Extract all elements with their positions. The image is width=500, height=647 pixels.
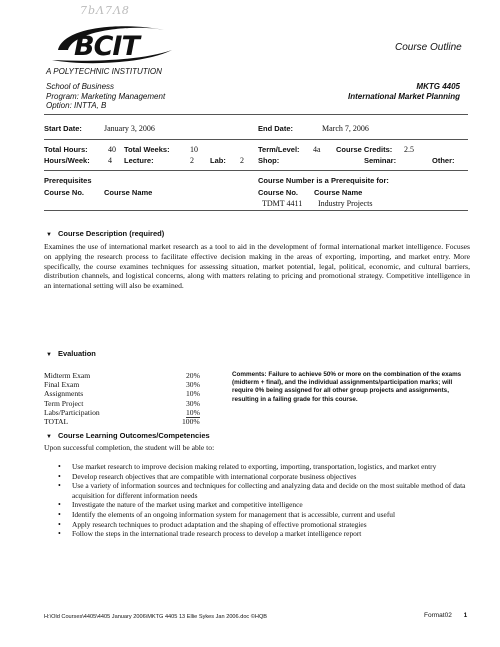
evaluation-weight: 20% — [186, 371, 200, 380]
hours-week-value: 4 — [108, 156, 112, 165]
evaluation-item: Final Exam — [44, 380, 80, 390]
list-item: • Investigate the nature of the market using market and competitive intelligence — [58, 500, 470, 510]
evaluation-row — [44, 408, 214, 417]
list-item: • Use a variety of information sources and techniques for collecting and analyzing data and decide on the most suitable method of data acquisition for different information needs — [58, 481, 470, 500]
course-identity — [348, 82, 460, 101]
footer-form: Format02 — [424, 612, 452, 619]
lab-value: 2 — [240, 156, 244, 165]
prereq-for-heading: Course Number is a Prerequisite for: — [258, 176, 389, 185]
divider — [44, 170, 468, 171]
end-date-label: End Date: — [258, 124, 294, 133]
start-date-label: Start Date: — [44, 124, 82, 133]
divider — [44, 210, 468, 211]
evaluation-row — [44, 380, 214, 389]
outcomes-heading — [46, 431, 210, 440]
document-type: Course Outline — [395, 42, 462, 53]
start-date-value: January 3, 2006 — [104, 124, 155, 133]
institution-tagline: A POLYTECHNIC INSTITUTION — [46, 67, 162, 76]
hours-week-label: Hours/Week: — [44, 156, 90, 165]
seminar-label: Seminar: — [364, 156, 397, 165]
course-credits-label: Course Credits: — [336, 145, 393, 154]
evaluation-row — [44, 389, 214, 398]
page-number: 1 — [463, 612, 468, 619]
prereq-course-no-label: Course No. — [44, 188, 85, 197]
total-hours-label: Total Hours: — [44, 145, 88, 154]
footer-form-page — [424, 612, 467, 619]
evaluation-heading — [46, 349, 96, 358]
evaluation-item: Midterm Exam — [44, 371, 91, 380]
total-hours-value: 40 — [108, 145, 116, 154]
evaluation-weight: 30% — [186, 398, 200, 408]
handwritten-note: 7bΛ7Λ8 — [80, 4, 130, 17]
outcomes-intro: Upon successful completion, the student will be able to: — [44, 443, 215, 452]
evaluation-weight: 100% — [182, 416, 200, 426]
list-item: • Follow the steps in the international trade research process to develop a market intelligence report — [58, 529, 470, 539]
evaluation-item: Term Project — [44, 398, 84, 408]
course-code: MKTG 4405 — [416, 82, 460, 91]
prereq-for-course-no-label: Course No. — [258, 188, 299, 197]
program-name: Program: Marketing Management — [46, 91, 166, 101]
list-item: • Apply research techniques to product adaptation and the shaping of effective promotional strategies — [58, 520, 470, 530]
lab-label: Lab: — [210, 156, 226, 165]
outcomes-list — [58, 462, 470, 539]
divider — [44, 139, 468, 140]
evaluation-row — [44, 371, 214, 380]
other-label: Other: — [432, 156, 455, 165]
footer-path: H:\Old Courses\4405\4405 January 2006\MKTG 4405 13 Ellie Sykes Jan 2006.doc ©HQB — [44, 614, 268, 620]
total-weeks-value: 10 — [190, 145, 198, 154]
evaluation-table — [44, 371, 214, 426]
list-item: • Identify the elements of an ongoing information system for management that is accessible, current and useful — [58, 510, 470, 520]
evaluation-item: Labs/Participation — [44, 407, 100, 417]
program-info — [46, 82, 165, 111]
evaluation-row — [44, 399, 214, 408]
chevron-down-icon: ▼ — [46, 434, 52, 440]
course-title: International Market Planning — [347, 91, 460, 101]
evaluation-weight: 10% — [186, 389, 200, 399]
bcit-logo — [44, 12, 184, 74]
end-date-value: March 7, 2006 — [322, 124, 369, 133]
evaluation-item: Assignments — [44, 389, 84, 399]
evaluation-heading-text: Evaluation — [57, 349, 96, 358]
evaluation-item: TOTAL — [44, 416, 69, 426]
evaluation-total-row — [44, 417, 214, 426]
description-heading-text: Course Description (required) — [57, 229, 165, 238]
list-item: • Develop research objectives that are compatible with international corporate business objectives — [58, 472, 470, 482]
prerequisites-heading: Prerequisites — [44, 176, 92, 185]
lecture-value: 2 — [190, 156, 194, 165]
description-heading — [46, 229, 164, 238]
term-level-value: 4a — [313, 145, 321, 154]
logo-text: BCIT — [74, 31, 139, 62]
divider — [44, 114, 468, 115]
lecture-label: Lecture: — [124, 156, 154, 165]
description-text: Examines the use of international market research as a tool to aid in the development of formal international market intelligence. Focuses on applying the research process to facilitate effective decision making in the areas of exporting, importing, and market entry. More specifically, the course examines techniques for assessing situation, market potential, legal, political, economic, and cultural barriers, distribution channels, and logistical concerns, along with matters relating to pricing and promotional strategy. Competitive intelligence in an international setting will also be examined. — [44, 242, 470, 291]
evaluation-weight: 30% — [186, 380, 200, 390]
evaluation-comments: Comments: Failure to achieve 50% or more on the combination of the exams (midterm + final), and the individual assignments/participation marks; will require 0% being assigned for all other group projects and assignments, resulting in a failing grade for this course. — [232, 371, 462, 403]
prereq-for-course-name-label: Course Name — [314, 188, 363, 197]
list-item: • Use market research to improve decision making related to exporting, importing, transportation, logistics, and market entry — [58, 462, 470, 472]
evaluation-weight: 10% — [186, 407, 200, 417]
school-name: School of Business — [46, 82, 115, 91]
prereq-course-name-label: Course Name — [104, 188, 153, 197]
prereq-for-course-name: Industry Projects — [318, 199, 373, 208]
term-level-label: Term/Level: — [258, 145, 300, 154]
shop-label: Shop: — [258, 156, 280, 165]
prereq-for-course-no: TDMT 4411 — [262, 199, 303, 208]
chevron-down-icon: ▼ — [46, 232, 52, 238]
outcomes-heading-text: Course Learning Outcomes/Competencies — [57, 431, 210, 440]
total-weeks-label: Total Weeks: — [124, 145, 170, 154]
chevron-down-icon: ▼ — [46, 352, 52, 358]
course-credits-value: 2.5 — [404, 145, 414, 154]
option-name: Option: INTTA, B — [46, 101, 107, 110]
